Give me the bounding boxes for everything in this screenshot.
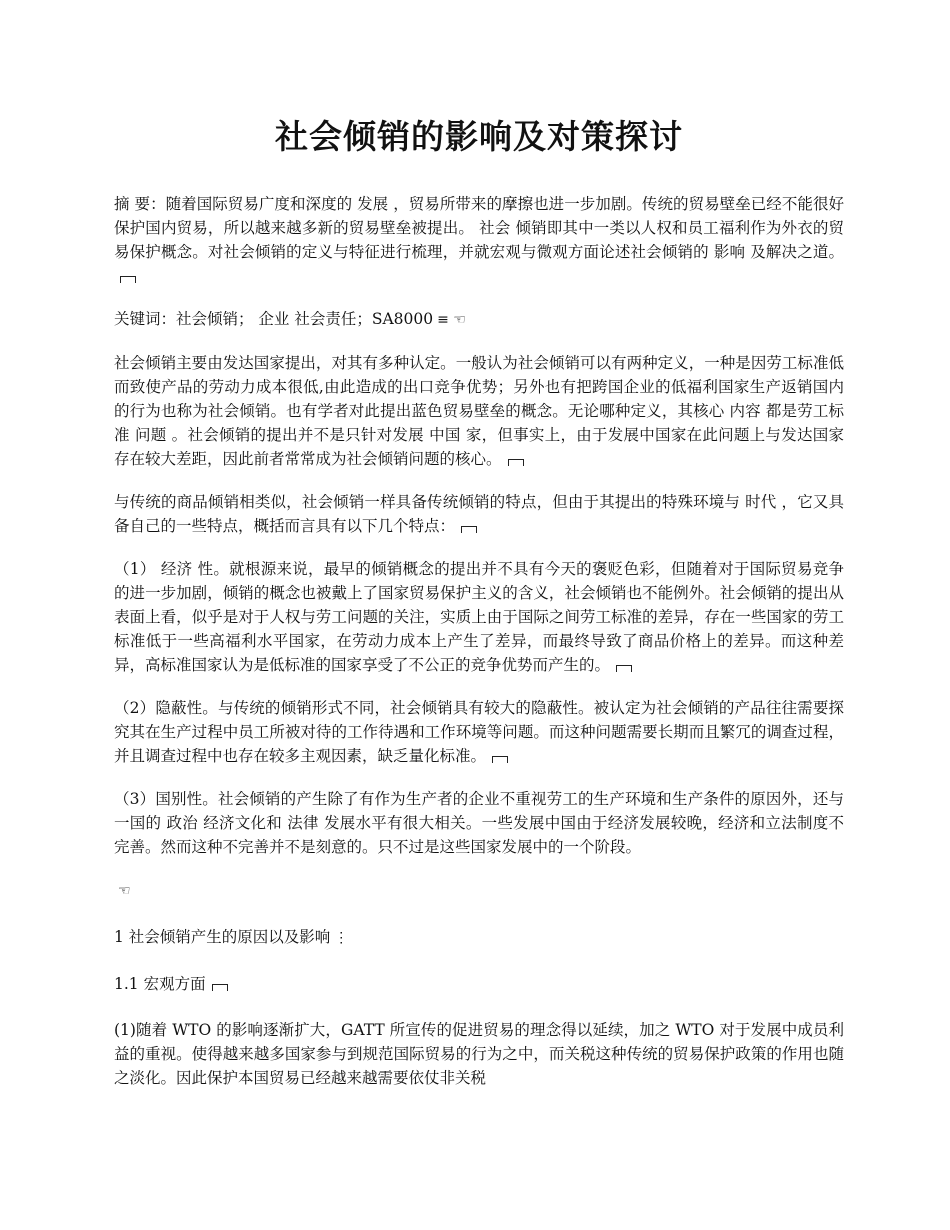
keywords-paragraph <box>114 307 844 332</box>
feature-national-text: （3）国别性。社会倾销的产生除了有作为生产者的企业不重视劳工的生产环境和生产条件的原因外，还与一国的 政治 经济文化和 法律 发展水平有很大相关。一些发展中国由于经济发展较晚，经济和立法制度不完善。然而这种不完善并不是刻意的。只不过是这些国家发展中的一个阶段。 <box>114 790 844 856</box>
body-paragraph-2 <box>114 490 844 538</box>
body-paragraph-1 <box>114 351 844 471</box>
paragraph-mark-icon <box>492 756 508 763</box>
keywords-text: 关键词：社会倾销； 企业 社会责任；SA8000 <box>114 310 434 328</box>
feature-hidden-text: （2）隐蔽性。与传统的倾销形式不同，社会倾销具有较大的隐蔽性。被认定为社会倾销的产品往往需要探究其在生产过程中员工所被对待的工作待遇和工作环境等问题。而这种问题需要长期而且繁冗的调查过程，并且调查过程中也存在较多主观因素，缺乏量化标准。 <box>114 699 844 765</box>
body-paragraph-wto <box>114 1018 844 1090</box>
standalone-glyph-paragraph <box>114 878 844 903</box>
abstract-text: 摘 要：随着国际贸易广度和深度的 发展 ，贸易所带来的摩擦也进一步加剧。传统的贸易壁垒已经不能很好保护国内贸易，所以越来越多新的贸易壁垒被提出。 社会 倾销即其中一类以人权和员工福利作为外衣的贸易保护概念。对社会倾销的定义与特征进行梳理，并就宏观与微观方面论述社会倾销的 影响 及解决之道。 <box>114 195 844 261</box>
feature-economic-text: （1） 经济 性。就根源来说，最早的倾销概念的提出并不具有今天的褒贬色彩，但随着对于国际贸易竞争的进一步加剧，倾销的概念也被戴上了国家贸易保护主义的含义，社会倾销也不能例外。社会倾销的提出从表面上看，似乎是对于人权与劳工问题的关注，实质上由于国际之间劳工标准的差异，存在一些国家的劳工标准低于一些高福利水平国家，在劳动力成本上产生了差异，而最终导致了商品价格上的差异。而这种差异，高标准国家认为是低标准的国家享受了不公正的竞争优势而产生的。 <box>114 560 844 674</box>
abstract-paragraph <box>114 192 844 288</box>
vertical-ellipsis-icon: ⋮ <box>334 930 349 946</box>
body-text-wto: (1)随着 WTO 的影响逐渐扩大，GATT 所宣传的促进贸易的理念得以延续，加之 WTO 对于发展中成员利益的重视。使得越来越多国家参与到规范国际贸易的行为之中，而关税这种传统的贸易保护政策的作用也随之淡化。因此保护本国贸易已经越来越需要依仗非关税 <box>114 1021 844 1087</box>
feature-national-paragraph <box>114 787 844 859</box>
page-title: 社会倾销的影响及对策探讨 <box>275 117 683 156</box>
subsection-heading-text: 1.1 宏观方面 <box>114 975 206 993</box>
section-heading-text: 1 社会倾销产生的原因以及影响 <box>114 928 331 946</box>
feature-hidden-paragraph <box>114 696 844 768</box>
paragraph-mark-icon <box>461 526 477 533</box>
paragraph-mark-icon <box>120 276 136 283</box>
body-text-2: 与传统的商品倾销相类似，社会倾销一样具备传统倾销的特点，但由于其提出的特殊环境与 时代 ，它又具备自己的一些特点，概括而言具有以下几个特点： <box>114 493 844 535</box>
paragraph-mark-icon <box>212 984 228 991</box>
document-page <box>114 112 844 1109</box>
body-text-1: 社会倾销主要由发达国家提出，对其有多种认定。一般认为社会倾销可以有两种定义，一种是因劳工标准低而致使产品的劳动力成本很低,由此造成的出口竞争优势；另外也有把跨国企业的低福利国家生产返销国内的行为也称为社会倾销。也有学者对此提出蓝色贸易壁垒的概念。无论哪种定义，其核心 内容 都是劳工标准 问题 。社会倾销的提出并不是只针对发展 中国 家，但事实上，由于发展中国家在此问题上与发达国家存在较大差距，因此前者常常成为社会倾销问题的核心。 <box>114 354 844 468</box>
paragraph-mark-icon <box>508 459 524 466</box>
feature-economic-paragraph <box>114 557 844 677</box>
pointing-hand-icon: ☜ <box>118 883 131 899</box>
subsection-heading-1-1 <box>114 972 844 996</box>
pointing-hand-icon: ≡ ☜ <box>437 312 466 328</box>
paragraph-mark-icon <box>616 665 632 672</box>
section-heading-1 <box>114 925 844 950</box>
